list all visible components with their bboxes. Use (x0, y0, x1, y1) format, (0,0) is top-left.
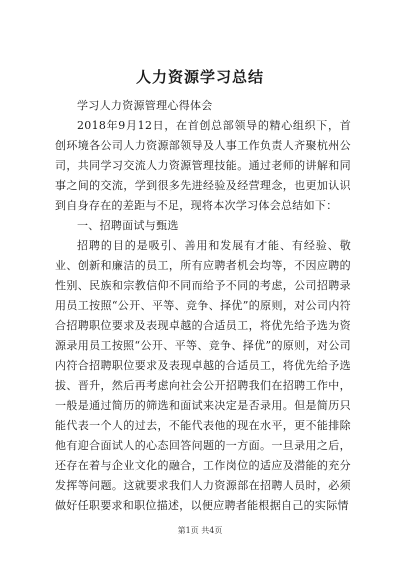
paragraph-intro: 2018年9月12日，在首创总部领导的精心组织下，首创环境各公司人力资源部领导及人事工作负责人齐聚杭州公司，共同学习交流人力资源管理技能。通过老师的讲解和同事之间的交流，学到很多先进经验及经营理念，也更加认识到自身存在的差距与不足，现将本次学习体会总结如下： (55, 119, 351, 212)
section-heading-recruitment: 一、招聘面试与甄选 (77, 219, 179, 232)
document-body (55, 96, 351, 516)
page-number-footer: 第1页 共4页 (177, 526, 223, 535)
paragraph-recruitment: 招聘的目的是吸引、善用和发展有才能、有经验、敬业、创新和廉洁的员工，所有应聘者机会均等，不因应聘的性别、民族和宗教信仰不同而给予不同的考虑，公司招聘录用员工按照“公开、平等、竞争、择优”的原则，对公司内符合招聘职位要求及表现卓越的合适员工，将优先给予选为资源录用员工按照“公开、平等、竞争、择优”的原则，对公司内符合招聘职位要求及表现卓越的合适员工，将优先给予选拔、晋升，然后再考虑向社会公开招聘我们在招聘工作中，一般是通过简历的筛选和面试来决定是否录用。但是简历只能代表一个人的过去，不能代表他的现在水平，更不能排除他有迎合面试人的心态回答问题的一方面。一旦录用之后，还存在着与企业文化的融合，工作岗位的适应及潜能的充分发挥等问题。这就要求我们人力资源部在招聘人员时，必须做好任职要求和职位描述，以便应聘者能根据自己的实际情 (55, 239, 351, 512)
document-subtitle: 学习人力资源管理心得体会 (77, 99, 213, 112)
document-title: 人力资源学习总结 (135, 68, 264, 86)
